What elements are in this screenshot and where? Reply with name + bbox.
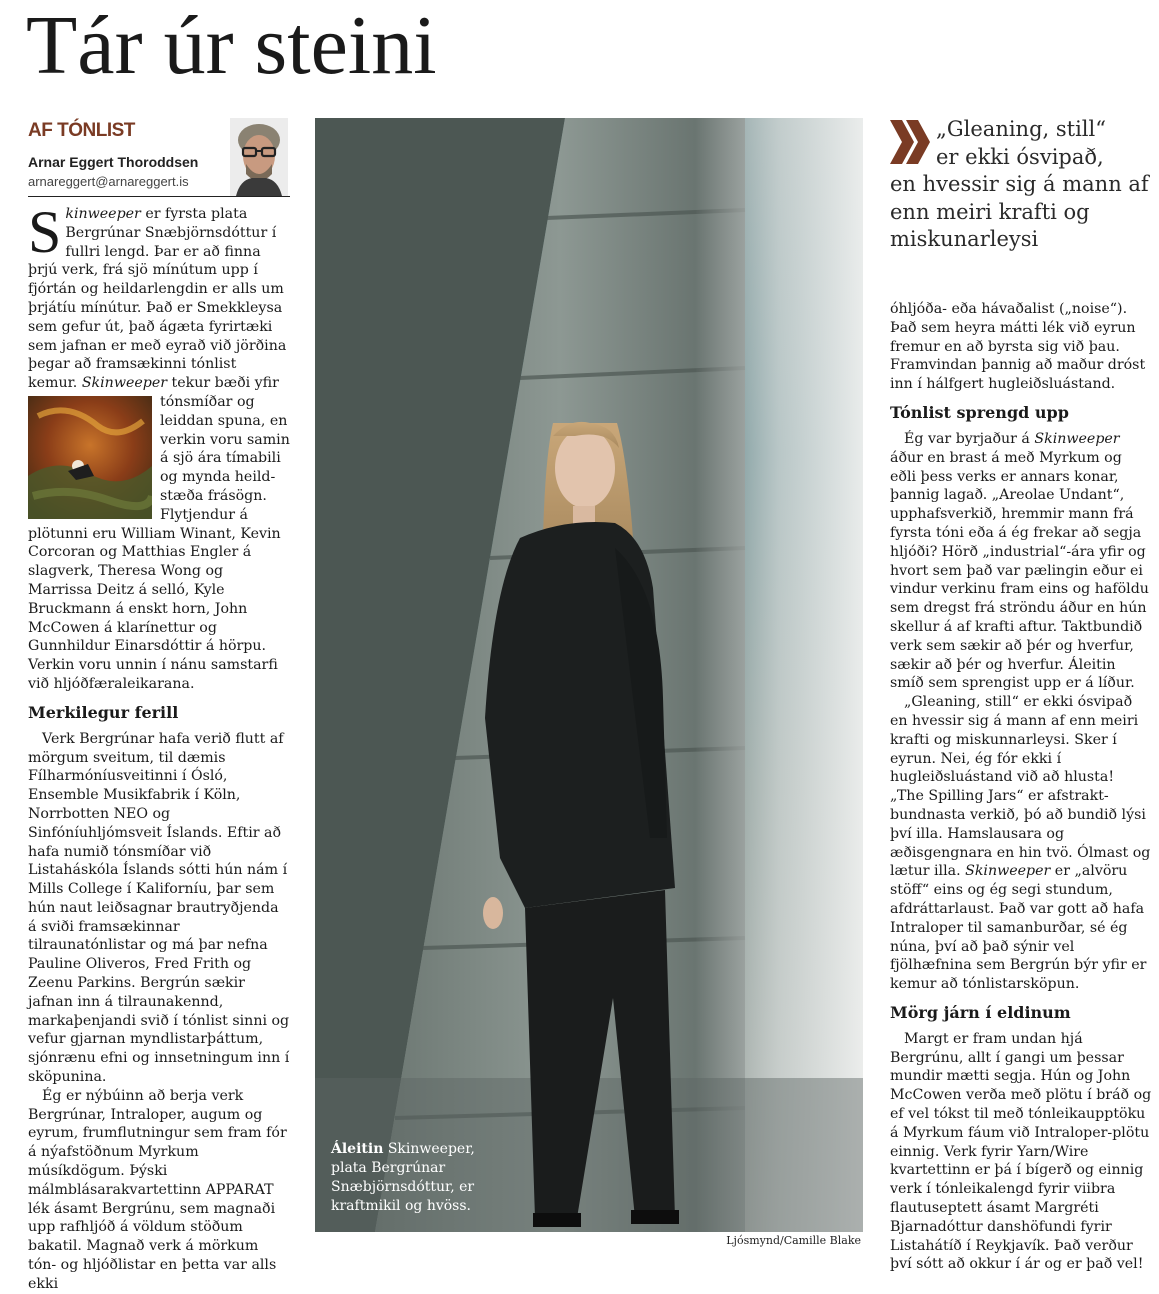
p2-a: Ég var byrjaður á xyxy=(904,430,1035,447)
pull-quote-rest: en hvessir sig á mann af enn meiri krafti og miskunarleysi xyxy=(890,172,1149,251)
quote-chevron-icon xyxy=(890,120,930,168)
paragraph-1b: tekur bæði yfir tónsmíðar og leiddan spuna, en verkin voru samin á sjö ára tímabili og mynda heild-stæða frásögn. Flytjendur á plötunni eru William Winant, Kevin Corcoran og Matthias Engler á slagverk, Theresa Wong og Marrissa Deitz á selló, Kyle Bruckmann á enskt horn, John McCowen á klarínettur og Gunnhildur Einarsdóttir á hörpu. Verkin voru unnin í nánu samstarfi við hljóðfæraleikarana. xyxy=(28,375,290,692)
author-avatar xyxy=(230,118,288,196)
p2-italic: Skinweeper xyxy=(1034,430,1120,447)
caption-text: Skinweeper, plata Bergrúnar Snæbjörnsdóttur, er kraftmikil og hvöss. xyxy=(331,1141,475,1214)
paragraph-framundan: Margt er fram undan hjá Bergrúnu, allt í gangi um þessar mundir mætti segja. Hún og John McCowen verða með plötu í bráð og ef vel tókst til með tónleikaupptöku á Myrkum fáum við Intraloper-plötu einnig. Verk fyrir Yarn/Wire kvartettinn er þá í bígerð og einnig verk í tónleikalengd fyrir viibra flautuseptett ásamt Margréti Bjarnadóttur danshöfundi fyrir Listahátíð í Reykjavík. Það verður því sótt að okkur í ár og er það vel! xyxy=(890,1030,1152,1273)
p3-b: er „alvöru stöff“ eins og ég segi stundum, afdráttarlaust. Það var gott að hafa Intraloper til samanburðar, sé ég núna, því að það sýnir vel fjölhæfnina sem Bergrún býr yfir er kemur að tónlistarsköpun. xyxy=(890,863,1147,993)
paragraph-2: Verk Bergrúnar hafa verið flutt af mörgum sveitum, til dæmis Fílharmóníusveitinni í Ósló, Ensemble Musikfabrik í Köln, Norrbotten NEO og Sinfóníuhljómsveit Íslands. Eftir að hafa numið tónsmíðar við Listaháskóla Íslands sótti hún nám í Mills College í Kaliforníu, þar sem hún naut leiðsagnar brautryðjenda á sviði framsækinnar tilraunatónlistar og má þar nefna Pauline Oliveros, Fred Frith og Zeenu Parkins. Bergrún sækir jafnan inn á tilraunakennd, markaþenjandi svið í tónlist sinni og vefur gjarnan myndlistarþáttum, sjónrænu efni og innsetningum inn í sköpunina. xyxy=(28,730,290,1086)
left-article-text xyxy=(28,199,290,1294)
photo-caption xyxy=(331,1140,491,1216)
pull-quote xyxy=(890,116,1152,296)
drop-cap: S xyxy=(28,199,62,265)
subhead-merkilegur-ferill: Merkilegur ferill xyxy=(28,702,179,722)
caption-bold: Áleitin xyxy=(331,1141,384,1157)
album-title-italic: kinweeper xyxy=(65,206,141,222)
author-name: Arnar Eggert Thoroddsen xyxy=(28,154,199,170)
left-column xyxy=(28,118,290,1294)
section-tag: AF TÓNLIST xyxy=(28,120,135,141)
pull-quote-line-2: er ekki ósvipað, xyxy=(936,144,1104,169)
p2-b: áður en brast á með Myrkum og eðli þess verks er annars konar, þannig lagað. „Areolae Undant“, upphafsverkið, hremmir mann frá fyrsta tóni eða á ég frekar að segja hljóði? Hörð „industrial“-ára yfir og hvort sem það var pælingin eður ei vindur verkinu fram eins og haföldu sem dregst frá ströndu áður en hún skellur á af krafti aftur. Taktbundið verk sem sækir að þér og hverfur, sækir að þér og hverfur. Áleitin smíð sem sprengist upp er á líður. xyxy=(890,449,1149,692)
feature-photo xyxy=(315,118,863,1232)
right-article-text xyxy=(890,300,1152,1274)
album-cover-image xyxy=(28,396,152,519)
subhead-tonlist-sprengd-upp: Tónlist sprengd upp xyxy=(890,402,1069,422)
paragraph-3: Ég er nýbúinn að berja verk Bergrúnar, Intraloper, augum og eyrum, frumflutningur sem fram fór á nýafstöðnum Myrkum músíkdögum. Þýski málmblásarakvartettinn APPARAT lék ásamt Bergrúnu, sem magnaði upp rafhljóð á völdum stöðum bakatil. Magnað verk á mörkum tón- og hljóðlistar en þetta var alls ekki xyxy=(28,1087,287,1292)
headline: Tár úr steini xyxy=(26,0,437,92)
photo-credit: Ljósmynd/Camille Blake xyxy=(726,1234,861,1247)
pull-quote-line-1: „Gleaning, still“ xyxy=(936,117,1106,141)
right-column xyxy=(890,116,1152,1274)
album-title-italic-2: Skinweeper xyxy=(81,375,168,392)
p3-italic: Skinweeper xyxy=(965,863,1051,880)
p3-a: „Gleaning, still“ er ekki ósvipað en hvessir sig á mann af enn meiri krafti og miskunnarleysi. Sker í eyrun. Nei, ég fór ekki í hugleiðsluástand við að hlusta! „The Spilling Jars“ er afstrakt-bundnasta verkið, þó að bundið lýsi því illa. Hamslausara og æðisgengnara en hin tvö. Ólmast og lætur illa. xyxy=(890,694,1151,880)
paragraph-skinweeper xyxy=(890,430,1152,693)
paragraph-continued: óhljóða- eða hávaðalist („noise“). Það sem heyra mátti lék við eyrun fremur en að byrsta sig við þau. Framvindan þannig að maður dróst inn í hálfgert hugleiðsluástand. xyxy=(890,301,1146,393)
subhead-morg-jarn: Mörg járn í eldinum xyxy=(890,1002,1071,1022)
paragraph-gleaning xyxy=(890,693,1152,994)
byline xyxy=(28,118,290,197)
author-email[interactable]: arnareggert@arnareggert.is xyxy=(28,174,189,189)
paragraph-1a: er fyrsta plata Bergrúnar Snæbjörnsdóttur í fullri lengd. Þar er að finna þrjú verk, frá sjö mínútum upp í fjórtán og heildarlengdin er alls um þrjátíu mínútur. Það er Smekkleysa sem gefur út, það ágæta fyrirtæki sem jafnan er með eyrað við jörðina þegar að framsækinni tónlist kemur. xyxy=(28,206,287,392)
